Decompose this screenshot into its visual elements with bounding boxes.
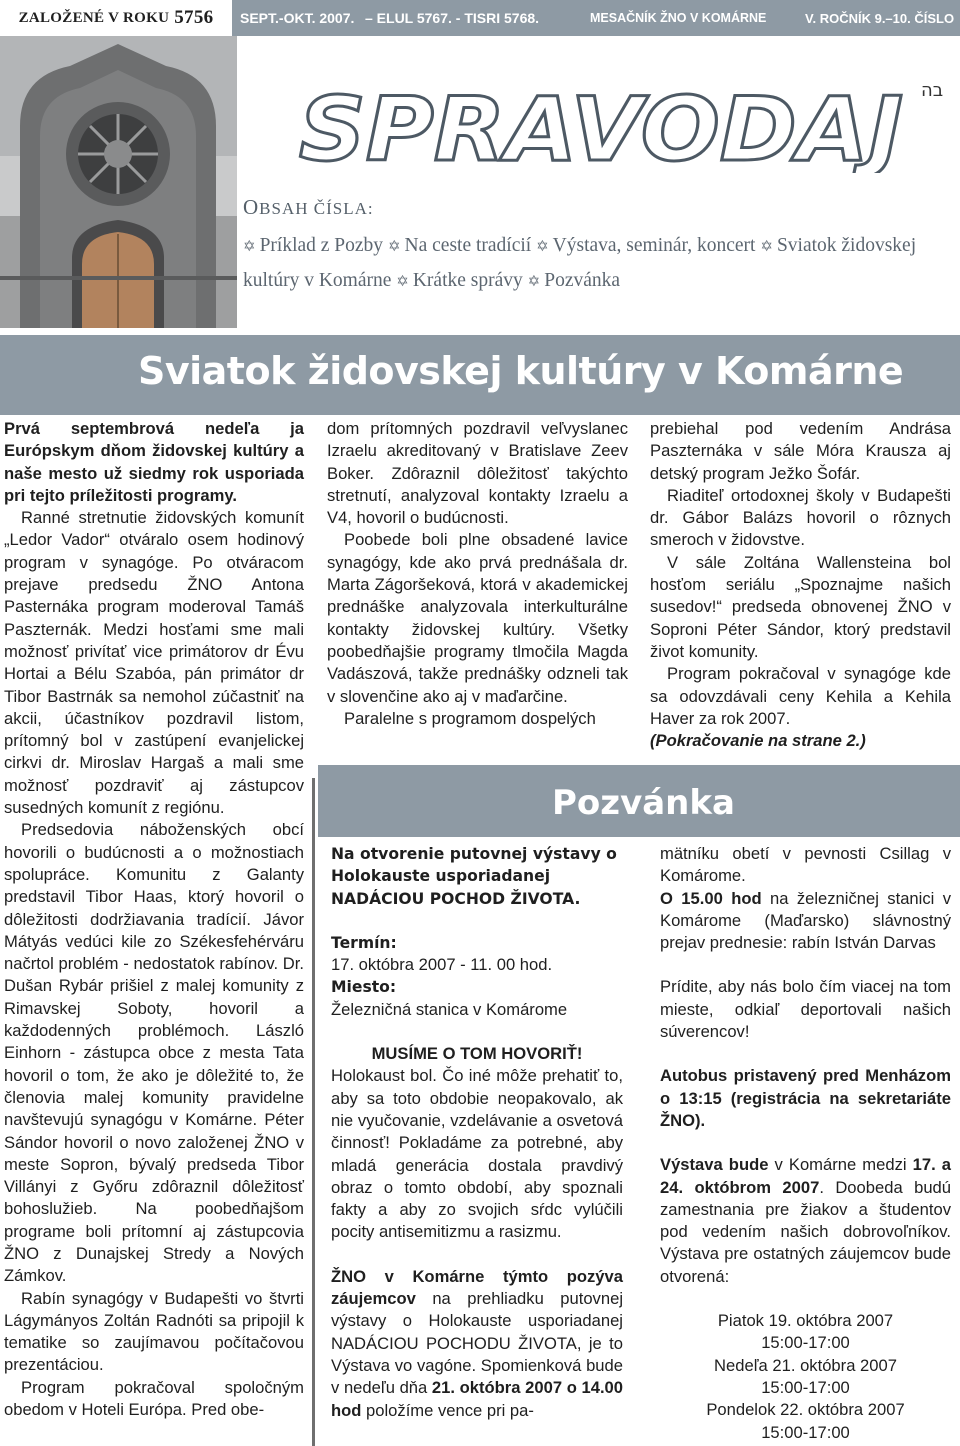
invite-body: Holokaust bol. Čo iné môže prehatiť to, aby sa toto obdobie neopakovalo, ak nie vyučovanie, vzdelávanie a osvetová činnosť! Pokladáme za potrebné, aby mladá generácia dostala pravdivý obraz o tomto období, aby spoznali fakty a aby zo svojich sŕdc vylúčili pocity antisemitizmu a rasizmu. xyxy=(331,1066,623,1242)
invite-right-paragraph: Prídite, aby nás bolo čím viacej na tom mieste, odkiaľ deportovali našich súverencov! xyxy=(660,977,951,1042)
article-lead: Prvá septembrová nedeľa ja Európskym dňom židovskej kultúry a naše mesto už siedmy rok usporiada pri tejto príležitosti programy. xyxy=(4,419,304,505)
contents-item: Na ceste tradícií xyxy=(404,235,532,256)
slogan: MUSÍME O TOM HOVORIŤ! xyxy=(371,1044,583,1064)
invite-body-2-date: 21. októbra 2007 o 14.00 hod xyxy=(331,1378,624,1420)
synagogue-illustration xyxy=(0,36,237,328)
article-paragraph: Paralelne s programom dospelých xyxy=(344,708,596,728)
invite-column-left xyxy=(331,843,623,1422)
article-paragraph: Ranné stretnutie židovských komunít „Ledor Vador“ otváralo osem hodinový program v synagóge. Po otváracom prejave predsedu ŽNO Antona Pasternáka program moderoval Tamáš Paszternák. Medzi hosťami sme mali možnosť privítať vice primátorov dr Évu Hortai a Bélu Szabóa, pán primátor dr Tibor Bastrnák sa nemohol zúčastniť na akcii, účastníkov pozdravil listom, prítomný bol v zastúpení evanjelickej cirkvi dr. Miroslav Hargaš a mali sme možnosť pozdraviť aj zástupcov susedných komunít z regiónu. xyxy=(4,508,304,818)
contents-heading-rest: BSAH ČÍSLA: xyxy=(259,199,374,218)
column-divider xyxy=(312,778,315,1446)
hebrew-mark: בה xyxy=(921,80,944,101)
contents-item: Pozvánka xyxy=(544,270,621,291)
issue-number: V. ROČNÍK 9.–10. ČÍSLO xyxy=(805,11,955,26)
contents-item: Krátke správy xyxy=(412,270,523,291)
masthead-logo xyxy=(295,78,915,173)
invite-time-bold: O 15.00 hod xyxy=(660,888,762,908)
star-of-david-icon: ✡ xyxy=(243,239,256,255)
spacer xyxy=(660,954,951,976)
invite-headline: Na otvorenie putovnej výstavy o Holokauste usporiadanej NADÁCIOU POCHOD ŽIVOTA. xyxy=(331,845,617,908)
contents-heading-initial: O xyxy=(243,195,260,219)
article-column-3 xyxy=(650,418,951,752)
schedule-time: 15:00-17:00 xyxy=(761,1422,850,1442)
schedule-time: 15:00-17:00 xyxy=(761,1333,850,1353)
invite-title: Pozvánka xyxy=(552,783,735,823)
invite-body-2-text: na prehliadku putovnej výstavy o Holokauste usporiadanej NADÁCIOU POCHODU ŽIVOTA, je to Výstava vo vagóne. Spomienková bude v nedeľu dňa xyxy=(331,1289,623,1398)
article-paragraph: V sále Zoltána Wallensteina bol hosťom seriálu „Spoznajme našich susedov!“ predseda obnovenej ŽNO v Soproni Péter Sándor, ktorý predstavil život komunity. xyxy=(650,552,951,661)
masthead-title: SPRAVODAJ xyxy=(299,78,903,173)
section-title: Sviatok židovskej kultúry v Komárne xyxy=(138,349,904,393)
spacer xyxy=(660,1132,951,1154)
article-paragraph: Poobede boli plne obsadené lavice synagógy, kde ako prvá prednášala dr. Marta Zágoršeková, ktorá v akademickej prednáške analyzovala interkulturálne kontakty židovskej kultúry. Všetky poobedňajšie programy tlmočila Magda Vadászová, takže prednášky odzneli tak v slovenčine ako aj v maďarčine. xyxy=(327,530,628,706)
spacer xyxy=(331,1244,623,1266)
continued-note: (Pokračovanie na strane 2.) xyxy=(650,731,866,751)
article-paragraph: Program pokračoval v synagóge kde sa odovzdávali ceny Kehila a Kehila Haver za rok 2007. xyxy=(650,664,951,728)
article-column-2 xyxy=(327,418,628,730)
schedule-day: Pondelok 22. októbra 2007 xyxy=(706,1400,905,1420)
spacer xyxy=(331,910,623,932)
bus-notice: Autobus pristavený pred Menházom o 13:15 (registrácia na sekretariáte ŽNO). xyxy=(660,1066,951,1130)
article-paragraph: dom prítomných pozdravil veľvyslanec Izraelu akreditovaný v Bratislave Zeev Boker. Zdôraznil dôležitosť takýchto stretnutí, analyzoval kontakty Izraelu a V4, hovoril o budúcnosti. xyxy=(327,419,628,528)
schedule xyxy=(660,1310,951,1444)
star-of-david-icon: ✡ xyxy=(396,274,409,290)
term-value: 17. októbra 2007 - 11. 00 hod. xyxy=(331,955,553,975)
place-value: Železničná stanica v Komárome xyxy=(331,999,568,1019)
spacer xyxy=(660,1043,951,1065)
article-column-1 xyxy=(4,418,304,1421)
founded-label xyxy=(0,0,232,36)
exhibition-bold-1: Výstava bude xyxy=(660,1155,769,1175)
contents-heading xyxy=(243,195,374,220)
date-secular: SEPT.-OKT. 2007. xyxy=(240,10,355,26)
star-of-david-icon: ✡ xyxy=(536,239,549,255)
invite-time-text: na železničnej stanici v Komárome (Maďarsko) slávnostný prejav prednesie: rabín István Darvas xyxy=(660,888,952,953)
invite-column-right xyxy=(660,843,951,1444)
top-bar xyxy=(0,0,960,36)
invite-body-2-end: položíme vence pri pa- xyxy=(361,1400,534,1420)
article-paragraph: Predsedovia náboženských obcí hovorili o budúcnosti a o možnostiach spolupráce. Komunitu z Galanty predstavil Tibor Haas, ktorý hovoril o dôležitosti dodržiavania tradícií. Jávor Mátyás vedúci kile zo Székesfehérváru načrtol problém - nedostatok rabínov. Dr. Dušan Rybár prišiel z malej komunity z Rimavskej Soboty, hovoril a každodenných problémoch. László Einhorn - zástupca obce z mesta Tata hovoril o tom, že ako je dôležité to, že členovia malej komunity pravidelne navštevujú synagógu v Komárne. Péter Sándor hovoril o novo založenej ŽNO v meste Sopron, bývalý predseda Tibor Villányi z Győru zdôraznil dôležitosť bohoslužieb. Na poobedňajšom programe boli prítomní aj zástupcovia ŽNO z Dunajskej Stredy a Nových Zámkov. xyxy=(4,820,304,1286)
publisher: MESAČNÍK ŽNO V KOMÁRNE xyxy=(590,11,767,25)
synagogue-photo xyxy=(0,36,237,328)
schedule-day: Piatok 19. októbra 2007 xyxy=(717,1311,894,1331)
place-label: Miesto: xyxy=(331,978,397,997)
contents-item: Sviatok židovskej kultúry v Komárne xyxy=(243,235,917,291)
article-paragraph: Riaditeľ ortodoxnej školy v Budapešti dr. Gábor Balázs hovoril o rôznych smeroch v židovstve. xyxy=(650,485,951,550)
header-band xyxy=(232,0,960,36)
exhibition-text-1: v Komárne medzi xyxy=(768,1155,913,1175)
contents-item: Výstava, seminár, koncert xyxy=(552,235,756,256)
invite-body-2 xyxy=(331,1266,623,1422)
date-hebrew: – ELUL 5767. - TISRI 5768. xyxy=(365,10,540,26)
exhibition-notice xyxy=(660,1154,951,1288)
exhibition-bold-2: 17. a 24. októbrom 2007 xyxy=(660,1155,951,1197)
term-label: Termín: xyxy=(331,933,397,952)
masthead xyxy=(295,78,915,173)
invite-right-paragraph: mätníku obetí v pevnosti Csillag v Komárome. xyxy=(660,844,951,886)
article-paragraph: Program pokračoval spoločným obedom v Hoteli Európa. Pred obe- xyxy=(4,1377,304,1420)
star-of-david-icon: ✡ xyxy=(527,274,541,290)
contents-item: Príklad z Pozby xyxy=(259,235,384,256)
spacer xyxy=(660,1288,951,1310)
invite-body-2-bold: ŽNO v Komárne týmto pozýva záujemcov xyxy=(331,1266,623,1309)
invite-right-paragraph xyxy=(660,888,951,955)
contents-list xyxy=(243,229,958,299)
star-of-david-icon: ✡ xyxy=(760,239,773,255)
star-of-david-icon: ✡ xyxy=(387,239,401,255)
spacer xyxy=(331,1021,623,1043)
founded-year: 5756 xyxy=(174,7,214,28)
article-paragraph: Rabín synagógy v Budapešti vo štvrti Lágymányos Zoltán Radnóti sa pripojil k tematike so zaujímavou počítačovou prezentáciou. xyxy=(4,1288,304,1375)
schedule-day: Nedeľa 21. októbra 2007 xyxy=(714,1355,897,1375)
exhibition-text-2: . Doobeda budú zamestnania pre žiakov a študentov pod vedením našich dobrovoľníkov. Výstava pre ostatných záujemcov bude otvorená: xyxy=(660,1177,951,1286)
schedule-time: 15:00-17:00 xyxy=(761,1377,850,1397)
article-paragraph: prebiehal pod vedením Andrása Paszternáka v sále Móra Krausza aj detský program Ježko Šofár. xyxy=(650,419,951,483)
founded-text: ZALOŽENÉ V ROKU xyxy=(18,9,170,26)
